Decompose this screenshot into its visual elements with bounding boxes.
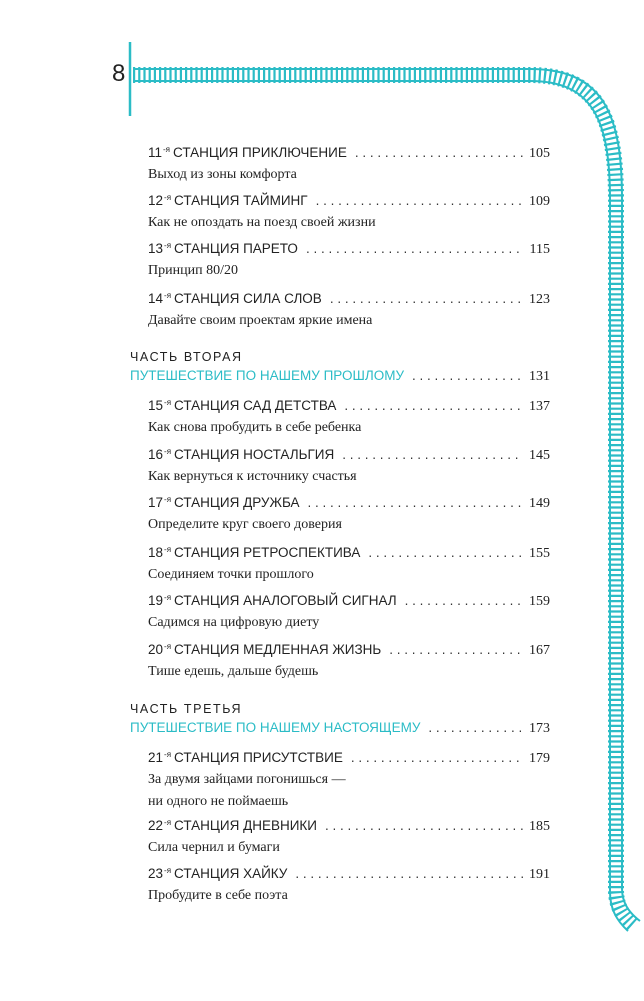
- station-number: 15: [148, 398, 164, 413]
- toc-entry: [148, 750, 550, 811]
- toc-entry-line: [148, 642, 550, 659]
- station-number: 12: [148, 193, 164, 208]
- station-number: 17: [148, 495, 164, 510]
- station-number: 14: [148, 291, 164, 306]
- station-number-suffix: -я: [164, 495, 172, 504]
- station-subtitle: За двумя зайцами погонишься —: [148, 772, 346, 787]
- station-subtitle: Давайте своим проектам яркие имена: [148, 313, 373, 328]
- page-ref: 149: [529, 496, 550, 511]
- toc-entry: [148, 866, 550, 905]
- leader-dots: [405, 593, 523, 608]
- toc-entry: [148, 642, 550, 681]
- station-subtitle: ни одного не поймаешь: [148, 794, 289, 809]
- station-title: СТАНЦИЯ ХАЙКУ: [174, 866, 288, 881]
- station-title: СТАНЦИЯ РЕТРОСПЕКТИВА: [174, 545, 361, 560]
- part-title-line: [130, 368, 550, 385]
- part-title: ПУТЕШЕСТВИЕ ПО НАШЕМУ ПРОШЛОМУ: [130, 368, 405, 383]
- station-number-suffix: -я: [164, 447, 172, 456]
- part-title: ПУТЕШЕСТВИЕ ПО НАШЕМУ НАСТОЯЩЕМУ: [130, 720, 421, 735]
- toc-entry: [148, 495, 550, 534]
- page-ref: 185: [529, 819, 550, 834]
- station-number-suffix: -я: [164, 241, 172, 250]
- station-subtitle: Как вернуться к источнику счастья: [148, 469, 357, 484]
- page-ref: 137: [529, 399, 550, 414]
- station-number-suffix: -я: [164, 291, 172, 300]
- station-subtitle: Как не опоздать на поезд своей жизни: [148, 215, 376, 230]
- station-number-suffix: -я: [164, 398, 172, 407]
- toc-entry-line: [148, 193, 550, 210]
- page-ref: 123: [529, 292, 550, 307]
- station-subtitle: Выход из зоны комфорта: [148, 167, 297, 182]
- station-title: СТАНЦИЯ НОСТАЛЬГИЯ: [174, 447, 335, 462]
- toc-entry: [148, 818, 550, 857]
- toc-entry-line: [148, 866, 550, 883]
- station-subtitle: Как снова пробудить в себе ребенка: [148, 420, 362, 435]
- toc-entry-line: [148, 145, 550, 162]
- station-title: СТАНЦИЯ АНАЛОГОВЫЙ СИГНАЛ: [174, 593, 397, 608]
- station-subtitle: Соединяем точки прошлого: [148, 567, 314, 582]
- station-number: 16: [148, 447, 164, 462]
- leader-dots: [368, 545, 523, 560]
- station-subtitle: Пробудите в себе поэта: [148, 888, 288, 903]
- leader-dots: [306, 241, 524, 256]
- toc-entry: [148, 291, 550, 330]
- station-title: СТАНЦИЯ ДНЕВНИКИ: [174, 818, 317, 833]
- toc-entry-line: [148, 291, 550, 308]
- part-title-line: [130, 720, 550, 737]
- toc-entry-line: [148, 495, 550, 512]
- station-number-suffix: -я: [164, 193, 172, 202]
- page-ref: 155: [529, 546, 550, 561]
- station-number: 22: [148, 818, 164, 833]
- station-number-suffix: -я: [164, 750, 172, 759]
- station-title: СТАНЦИЯ САД ДЕТСТВА: [174, 398, 337, 413]
- leader-dots: [428, 720, 523, 735]
- leader-dots: [295, 866, 523, 881]
- toc-entry: [148, 447, 550, 486]
- toc-entry-line: [148, 447, 550, 464]
- leader-dots: [316, 193, 523, 208]
- station-number-suffix: -я: [164, 593, 172, 602]
- leader-dots: [355, 145, 523, 160]
- toc-entry-line: [148, 593, 550, 610]
- page-ref: 109: [529, 194, 550, 209]
- station-title: СТАНЦИЯ ПРИКЛЮЧЕНИЕ: [173, 145, 347, 160]
- toc-entry: [148, 545, 550, 584]
- leader-dots: [412, 368, 523, 383]
- leader-dots: [389, 642, 523, 657]
- part-entry: [130, 350, 550, 385]
- toc-entry-line: [148, 818, 550, 835]
- station-subtitle: Определите круг своего доверия: [148, 517, 342, 532]
- toc-entry-line: [148, 545, 550, 562]
- part-label: ЧАСТЬ ВТОРАЯ: [130, 350, 243, 364]
- page-ref: 105: [529, 146, 550, 161]
- leader-dots: [344, 398, 523, 413]
- station-number-suffix: -я: [164, 866, 172, 875]
- station-number: 11: [148, 145, 163, 160]
- station-title: СТАНЦИЯ ПАРЕТО: [174, 241, 298, 256]
- leader-dots: [342, 447, 523, 462]
- page-number: 8: [112, 60, 126, 87]
- station-number: 20: [148, 642, 164, 657]
- station-title: СТАНЦИЯ ТАЙМИНГ: [174, 193, 308, 208]
- station-number-suffix: -я: [164, 642, 172, 651]
- station-number-suffix: -я: [163, 145, 171, 154]
- page-ref: 145: [529, 448, 550, 463]
- station-number: 13: [148, 241, 164, 256]
- toc-entry: [148, 241, 550, 280]
- leader-dots: [330, 291, 523, 306]
- part-entry: [130, 702, 550, 737]
- page-ref: 131: [529, 369, 550, 384]
- toc-entry: [148, 398, 550, 437]
- page-ref: 173: [529, 721, 550, 736]
- station-subtitle: Тише едешь, дальше будешь: [148, 664, 319, 679]
- station-subtitle: Садимся на цифровую диету: [148, 615, 320, 630]
- station-title: СТАНЦИЯ СИЛА СЛОВ: [174, 291, 322, 306]
- station-subtitle: Принцип 80/20: [148, 263, 238, 278]
- station-number: 19: [148, 593, 164, 608]
- leader-dots: [351, 750, 523, 765]
- station-number: 18: [148, 545, 164, 560]
- station-number-suffix: -я: [164, 545, 172, 554]
- page-ref: 159: [529, 594, 550, 609]
- page-ref: 115: [529, 242, 550, 257]
- page-ref: 167: [529, 643, 550, 658]
- station-title: СТАНЦИЯ ПРИСУТСТВИЕ: [174, 750, 343, 765]
- toc-entry: [148, 193, 550, 232]
- station-title: СТАНЦИЯ ДРУЖБА: [174, 495, 300, 510]
- page-ref: 191: [529, 867, 550, 882]
- station-number: 23: [148, 866, 164, 881]
- toc-entry: [148, 593, 550, 632]
- page-ref: 179: [529, 751, 550, 766]
- toc-entry-line: [148, 398, 550, 415]
- part-label: ЧАСТЬ ТРЕТЬЯ: [130, 702, 243, 716]
- toc-entry-line: [148, 241, 550, 258]
- station-number-suffix: -я: [164, 818, 172, 827]
- station-title: СТАНЦИЯ МЕДЛЕННАЯ ЖИЗНЬ: [174, 642, 382, 657]
- leader-dots: [325, 818, 523, 833]
- toc-entry-line: [148, 750, 550, 767]
- toc-entry: [148, 145, 550, 184]
- station-number: 21: [148, 750, 164, 765]
- station-subtitle: Сила чернил и бумаги: [148, 840, 280, 855]
- leader-dots: [308, 495, 523, 510]
